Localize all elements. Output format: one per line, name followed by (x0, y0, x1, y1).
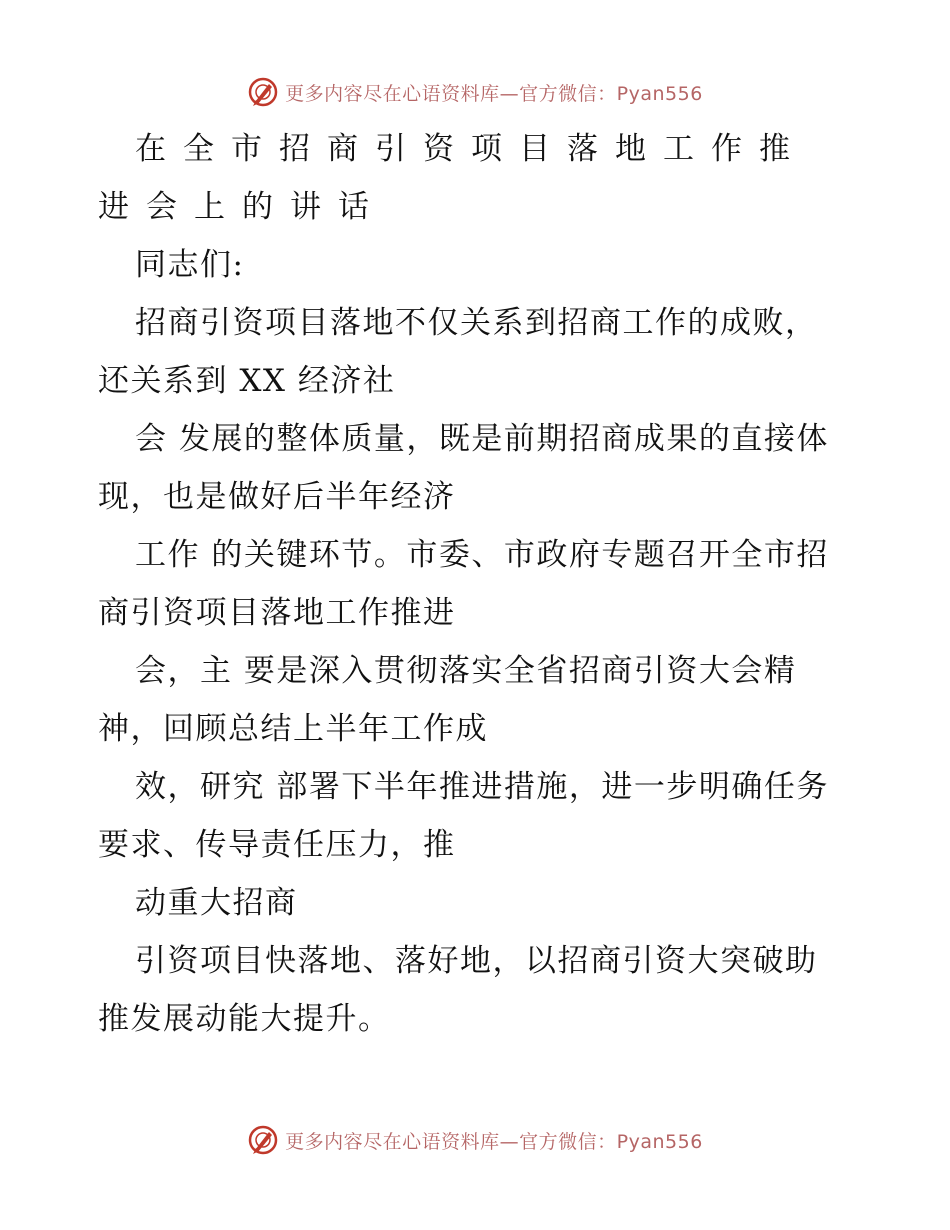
document-body (98, 120, 838, 1048)
document-title: 在全市招商引资项目落地工作推进会上的讲话 (98, 131, 807, 225)
paragraph: 会 发展的整体质量，既是前期招商成果的直接体现，也是做好后半年经济 (98, 421, 829, 515)
paragraph: 引资项目快落地、落好地，以招商引资大突破助推发展动能大提升。 (98, 943, 818, 1037)
paragraph: 会，主 要是深入贯彻落实全省招商引资大会精神，回顾总结上半年工作成 (98, 653, 797, 747)
paragraph: 效，研究 部署下半年推进措施，进一步明确任务要求、传导责任压力，推 (98, 769, 829, 863)
pen-logo-icon (247, 76, 279, 108)
paragraph-salutation: 同志们: (135, 247, 245, 283)
paragraph: 动重大招商 (135, 885, 298, 921)
watermark-footer (0, 1120, 950, 1160)
watermark-text: 更多内容尽在心语资料库—官方微信：Pyan556 (285, 1130, 703, 1153)
paragraph: 招商引资项目落地不仅关系到招商工作的成败，还关系到 XX 经济社 (98, 305, 818, 399)
watermark-text: 更多内容尽在心语资料库—官方微信：Pyan556 (285, 82, 703, 105)
watermark-header (0, 72, 950, 112)
paragraph: 工作 的关键环节。市委、市政府专题召开全市招商引资项目落地工作推进 (98, 537, 829, 631)
pen-logo-icon (247, 1124, 279, 1156)
